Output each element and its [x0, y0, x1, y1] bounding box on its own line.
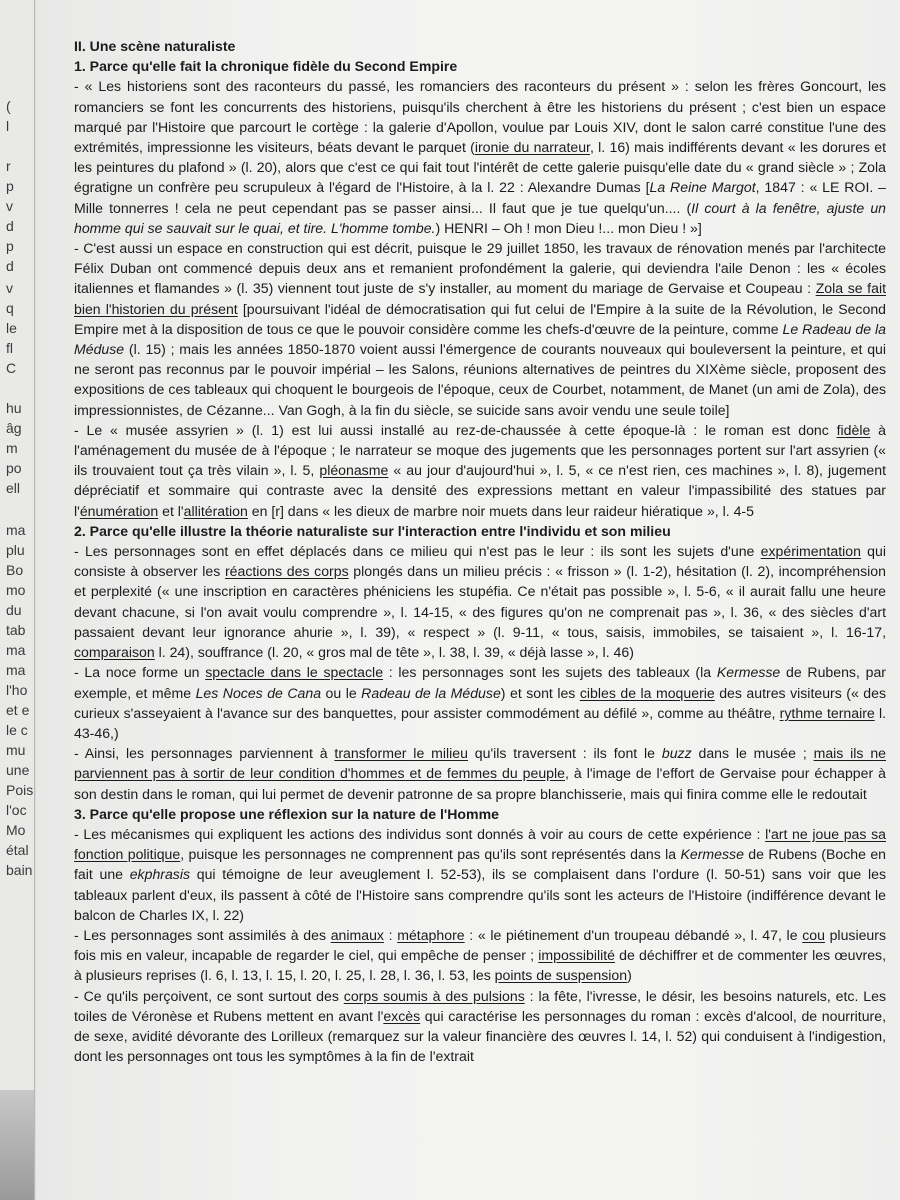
underlying-page-fragment: ell	[6, 480, 21, 496]
underlying-page-fragment: hu	[6, 400, 22, 416]
paragraph-2-2: - La noce forme un spectacle dans le spectacle : les personnages sont les sujets des tableaux (la Kermesse de Rubens, par exemple, et même Les Noces de Cana ou le Radeau de la Méduse) et sont les cibles de la moquerie des autres visiteurs (« des curieux s'asseyaient à l'avance sur des banquettes, pour assister commodément au défilé », comme au théâtre, rythme ternaire l. 43-46,)	[74, 664, 887, 741]
underlying-page-fragment: et e	[6, 702, 30, 718]
underlying-page-fragment: Mo	[6, 822, 26, 838]
underlying-page-fragment: le	[6, 320, 17, 336]
paragraph-1-1: - « Les historiens sont des raconteurs du passé, les romanciers des raconteurs du présent » : selon les frères Goncourt, les romanciers se font les concurrents des historiens, puisqu'ils cherchent à être les historiens du présent ; c'est bien un espace marqué par l'Histoire que parcourt le cortège : la galerie d'Apollon, voulue par Louis XIV, dont le salon carré constitue l'une des extrémités, impressionne les visiteurs, béats devant le parquet (ironie du narrateur, l. 16) mais indifférents devant « les dorures et les peintures du plafond » (l. 20), alors que c'est ce qui fait tout l'intérêt de cette galerie puisqu'elle date du « grand siècle » ; Zola égratigne un confrère peu scrupuleux à l'égard de l'Histoire, à la l. 22 : Alexandre Dumas [La Reine Margot, 1847 : « LE ROI. – Mille tonnerres ! cela ne peut cependant pas se passer ainsi... Il faut que je tue quelqu'un.... (Il court à la fenêtre, ajuste un homme qui se sauvait sur le quai, et tire. L'homme tombe.) HENRI – Oh ! mon Dieu !... mon Dieu ! »]	[74, 78, 887, 236]
section-title: II. Une scène naturaliste	[74, 38, 236, 54]
paragraph-3-3: - Ce qu'ils perçoivent, ce sont surtout des corps soumis à des pulsions : la fête, l'ivresse, le désir, les besoins naturels, etc. Les toiles de Véronèse et Rubens mettent en avant l'excès qui caractérise les personnages du roman : excès d'alcool, de nourriture, de sexe, avidité dévorante des Lorilleux (remarquez sur la valeur financière des œuvres l. 14, l. 52) qui conduisent à l'indigestion, dont les personnages ont tous les symptômes à la fin de l'extrait	[74, 987, 886, 1065]
underlying-page-fragment: bain	[6, 862, 33, 878]
heading-1: 1. Parce qu'elle fait la chronique fidèle du Second Empire	[74, 58, 458, 75]
paragraph-1-3: - Le « musée assyrien » (l. 1) est lui aussi installé au rez-de-chaussée à cette époque-là : le roman est donc fidèle à l'aménagement du musée de à l'époque ; le narrateur se moque des jugements que les personnages portent sur l'art assyrien (« ils trouvaient tout ça très vilain », l. 5, pléonasme « au jour d'aujourd'hui », l. 5, « ce n'est rien, ces machines », l. 8), jugement dépréciatif et sommaire qui contraste avec la densité des expressions mettant en valeur l'impassibilité des statues par l'énumération et l'allitération en [r] dans « les dieux de marbre noir muets dans leur raideur hiératique », l. 4-5	[74, 421, 886, 519]
paragraph-1-2: - C'est aussi un espace en construction qui est décrit, puisque le 29 juillet 1850, les travaux de rénovation menés par l'architecte Félix Duban ont commencé depuis deux ans et remanient profondément la galerie, qui deviendra l'aile Denon : les « écoles italiennes et flamandes » (l. 35) viennent tout juste de s'y installer, au moment du mariage de Gervaise et Coupeau : Zola se fait bien l'historien du présent [poursuivant l'idéal de démocratisation qui fut celui de l'Empire à la suite de la Révolution, le Second Empire met à la disposition de tous ce que le pouvoir considère comme les chefs-d'œuvre de la peinture, comme Le Radeau de la Méduse (l. 15) ; mais les années 1850-1870 voient aussi l'émergence de courants nouveaux qui bouleversent la peinture, et qui ne seront pas reconnus par le pouvoir impérial – les Salons, réunions alternatives de peintres du XIXème siècle, proposent des expositions de ces tableaux qui choquent le bourgeois de l'époque, ceux de Courbet, notamment, de Manet (un ami de Zola), des impressionnistes, de Cézanne... Van Gogh, à la fin du siècle, se suicide sans avoir vendu une seule toile]	[74, 240, 886, 418]
underlying-page-fragment: fl	[6, 340, 13, 356]
underlying-page-fragment: d	[6, 258, 14, 274]
underlying-page-fragment: mu	[6, 742, 26, 758]
document-content	[74, 36, 886, 1066]
underlying-page-fragment: v	[6, 280, 13, 296]
underlying-page-fragment: p	[6, 178, 14, 194]
underlying-page-fragment: v	[6, 198, 13, 214]
underlying-page-fragment: étal	[6, 842, 29, 858]
underlying-page-fragment: q	[6, 300, 14, 316]
underlying-page-fragment: ma	[6, 642, 26, 658]
heading-2: 2. Parce qu'elle illustre la théorie naturaliste sur l'interaction entre l'individu et son milieu	[74, 522, 671, 539]
underlying-page-fragment: l'oc	[6, 802, 27, 818]
underlying-page-fragment: du	[6, 602, 22, 618]
underlying-page-fragment: po	[6, 460, 22, 476]
underlying-page-fragment: p	[6, 238, 14, 254]
underlying-page-fragment: le c	[6, 722, 28, 738]
underlying-page-fragment: Pois	[6, 782, 34, 798]
document-sheet	[36, 0, 900, 1200]
underlying-page-shadow	[0, 1090, 34, 1200]
underlying-page-fragment: Bo	[6, 562, 24, 578]
underlying-page-fragment: d	[6, 218, 14, 234]
paragraph-2-3: - Ainsi, les personnages parviennent à transformer le milieu qu'ils traversent : ils font le buzz dans le musée ; mais ils ne parviennent pas à sortir de leur condition d'hommes et de femmes du peuple, à l'image de l'effort de Gervaise pour échapper à son destin dans le roman, qui lui permet de devenir patronne de sa propre blanchisserie, mais qui finira comme elle le redoutait	[74, 745, 886, 802]
underlying-page-fragment: tab	[6, 622, 26, 638]
paragraph-3-2: - Les personnages sont assimilés à des animaux : métaphore : « le piétinement d'un troupeau débandé », l. 47, le cou plusieurs fois mis en valeur, incapable de regarder le ciel, qui empêche de penser ; impossibilité de déchiffrer et de commenter les œuvres, à plusieurs reprises (l. 6, l. 13, l. 15, l. 20, l. 25, l. 28, l. 36, l. 53, les points de suspension)	[74, 926, 887, 984]
underlying-page-fragment: plu	[6, 542, 25, 558]
underlying-page-fragment: r	[6, 158, 11, 174]
underlying-page-fragment: (	[6, 98, 11, 114]
underlying-page-fragment: C	[6, 360, 17, 376]
underlying-page-fragment: âg	[6, 420, 22, 436]
underlying-page-fragment: mo	[6, 582, 26, 598]
underlying-page-fragment: m	[6, 440, 18, 456]
underlying-page	[0, 0, 35, 1200]
underlying-page-fragment: l'ho	[6, 682, 28, 698]
paragraph-2-1: - Les personnages sont en effet déplacés dans ce milieu qui n'est pas le leur : ils sont les sujets d'une expérimentation qui consiste à observer les réactions des corps plongés dans un milieu précis : « frisson » (l. 1-2), hésitation (l. 2), incompréhension et perplexité (« une inscription en caractères phéniciens les stupéfia. Ce n'était pas possible », l. 5-6, « il aurait fallu une heure devant chacune, si l'on avait voulu comprendre », l. 14-15, « des figures qu'on ne comprenait pas », l. 36, « des siècles d'art passaient devant leur ignorance ahurie », l. 39), « respect » (l. 9-11, « tous, saisis, immobiles, se taisaient », l. 16-17, comparaison l. 24), souffrance (l. 20, « gros mal de tête », l. 38, l. 39, « déjà lasse », l. 46)	[74, 543, 886, 661]
paragraph-3-1: - Les mécanismes qui expliquent les actions des individus sont donnés à voir au cours de cette expérience : l'art ne joue pas sa fonction politique, puisque les personnages ne comprennent pas qu'ils sont représentés dans la Kermesse de Rubens (Boche en fait une ekphrasis qui témoigne de leur aveuglement l. 52-53), ils se complaisent dans l'ordure (l. 50-51) sans voir que les tableaux parlent d'eux, ils passent à côté de l'Histoire sans comprendre qu'ils sont les acteurs de l'Histoire (indifférence devant le balcon de Charles IX, l. 22)	[74, 825, 887, 923]
underlying-page-fragment: l	[6, 118, 10, 134]
underlying-page-fragment: une	[6, 762, 30, 778]
heading-3: 3. Parce qu'elle propose une réflexion sur la nature de l'Homme	[74, 805, 499, 822]
underlying-page-fragment: ma	[6, 662, 26, 678]
underlying-page-fragment: ma	[6, 522, 26, 538]
